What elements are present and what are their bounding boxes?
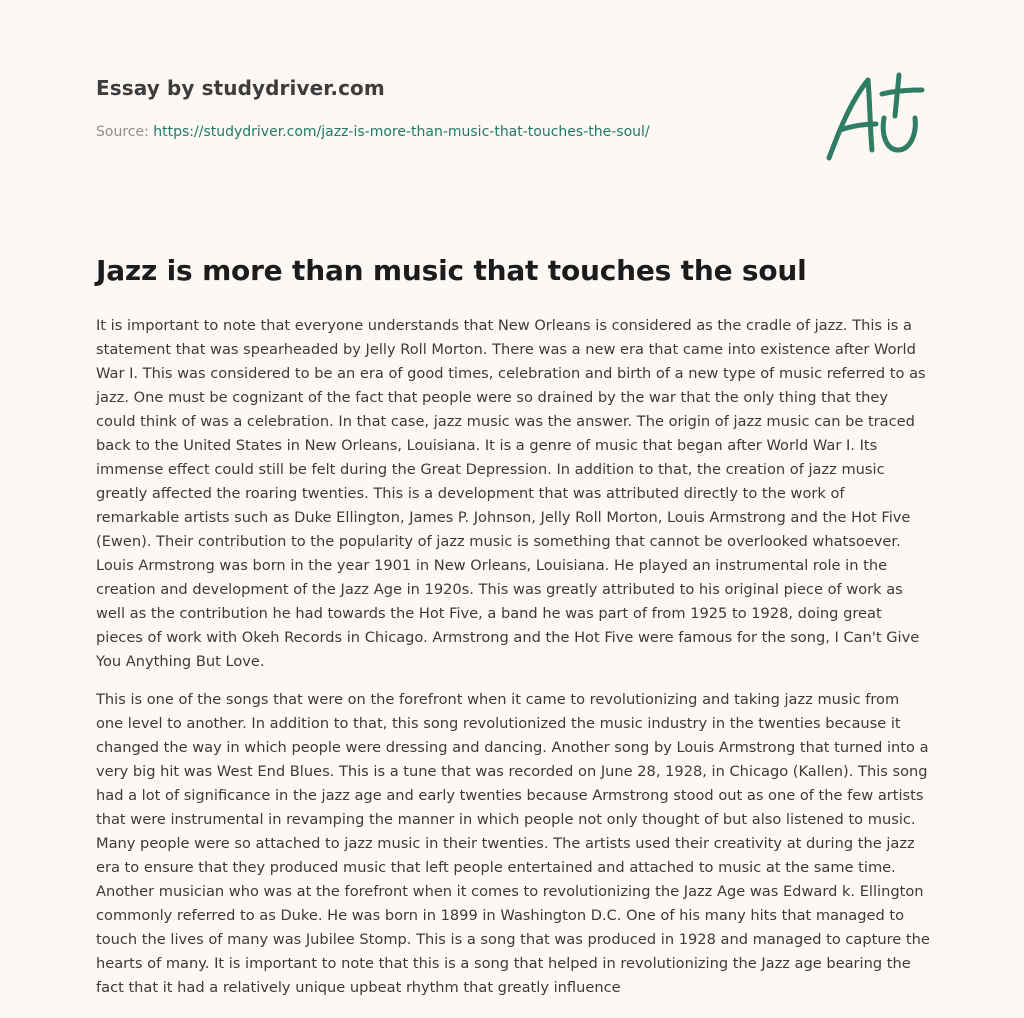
- essay-body: [96, 314, 930, 1014]
- source-line: [96, 124, 650, 140]
- source-link[interactable]: https://studydriver.com/jazz-is-more-than-music-that-touches-the-soul/: [153, 124, 650, 140]
- source-label: Source:: [96, 124, 149, 140]
- a-plus-logo-icon: [818, 66, 930, 166]
- essay-paragraph: This is one of the songs that were on the forefront when it came to revolutionizing and taking jazz music from one level to another. In addition to that, this song revolutionized the music industry in the twenties because it changed the way in which people were dressing and dancing. Another song by Louis Armstrong that turned into a very big hit was West End Blues. This is a tune that was recorded on June 28, 1928, in Chicago (Kallen). This song had a lot of significance in the jazz age and early twenties because Armstrong stood out as one of the few artists that were instrumental in revamping the manner in which people not only thought of but also listened to music. Many people were so attached to jazz music in their twenties. The artists used their creativity at during the jazz era to ensure that they produced music that left people entertained and attached to music at the same time. Another musician who was at the forefront when it comes to revolutionizing the Jazz Age was Edward k. Ellington commonly referred to as Duke. He was born in 1899 in Washington D.C. One of his many hits that managed to touch the lives of many was Jubilee Stomp. This is a song that was produced in 1928 and managed to capture the hearts of many. It is important to note that this is a song that helped in revolutionizing the Jazz age bearing the fact that it had a relatively unique upbeat rhythm that greatly influence: [96, 691, 930, 996]
- essay-title: Jazz is more than music that touches the soul: [96, 254, 807, 287]
- essay-paragraph: It is important to note that everyone understands that New Orleans is considered as the cradle of jazz. This is a statement that was spearheaded by Jelly Roll Morton. There was a new era that came into existence after World War I. This was considered to be an era of good times, celebration and birth of a new type of music referred to as jazz. One must be cognizant of the fact that people were so drained by the war that the only thing that they could think of was a celebration. In that case, jazz music was the answer. The origin of jazz music can be traced back to the United States in New Orleans, Louisiana. It is a genre of music that began after World War I. Its immense effect could still be felt during the Great Depression. In addition to that, the creation of jazz music greatly affected the roaring twenties. This is a development that was attributed directly to the work of remarkable artists such as Duke Ellington, James P. Johnson, Jelly Roll Morton, Louis Armstrong and the Hot Five (Ewen). Their contribution to the popularity of jazz music is something that cannot be overlooked whatsoever. Louis Armstrong was born in the year 1901 in New Orleans, Louisiana. He played an instrumental role in the creation and development of the Jazz Age in 1920s. This was greatly attributed to his original piece of work as well as the contribution he had towards the Hot Five, a band he was part of from 1925 to 1928, doing great pieces of work with Okeh Records in Chicago. Armstrong and the Hot Five were famous for the song, I Can't Give You Anything But Love.: [96, 317, 926, 670]
- site-brand: Essay by studydriver.com: [96, 76, 385, 100]
